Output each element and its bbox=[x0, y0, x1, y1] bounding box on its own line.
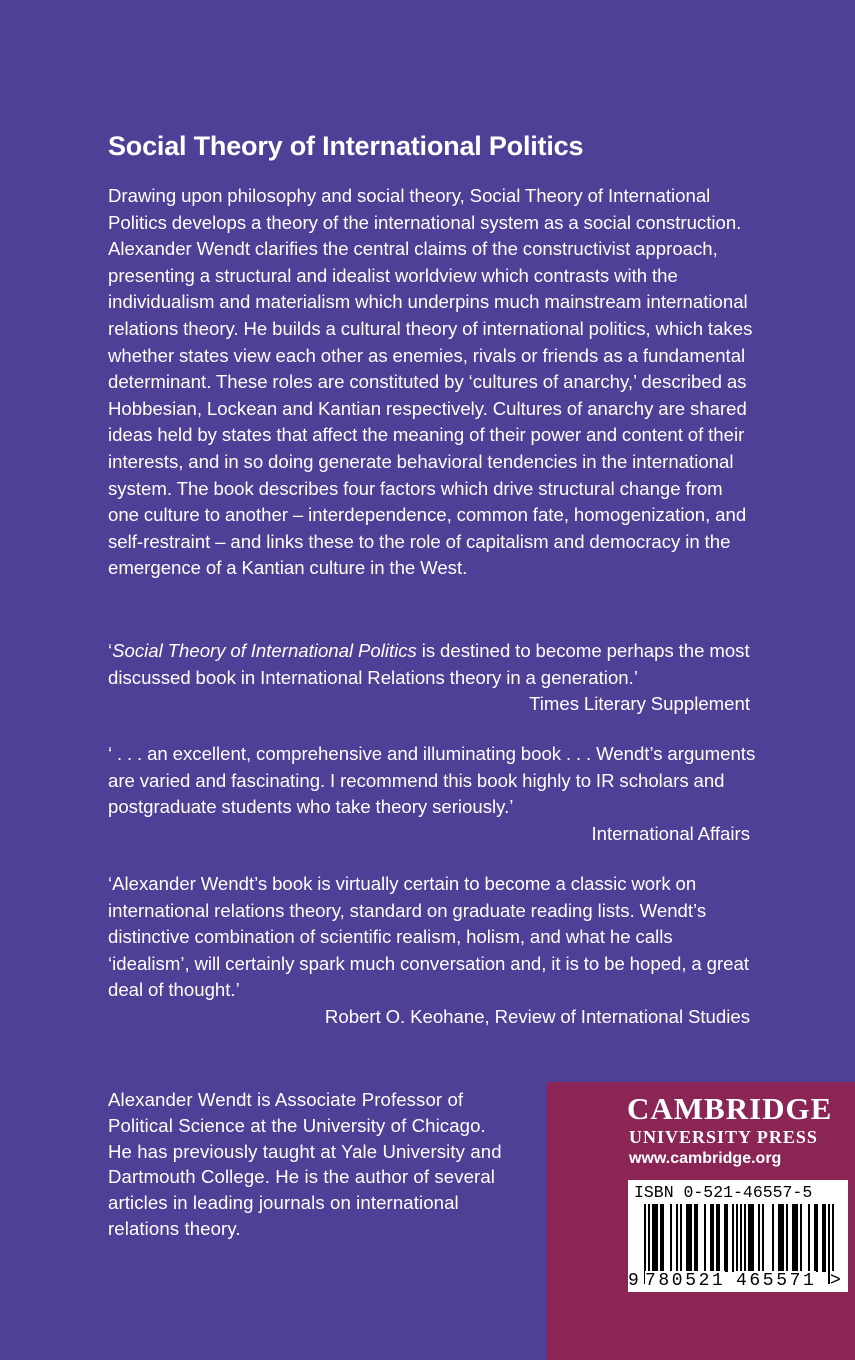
barcode-bar bbox=[656, 1204, 658, 1272]
barcode-bar bbox=[704, 1204, 706, 1272]
review-text: ‘ . . . an excellent, comprehensive and illuminating book . . . Wendt’s arguments are varied and fascinating. I recommend this book highly to IR scholars and postgraduate students who take theory seriously.’ bbox=[108, 743, 756, 818]
barcode-bar bbox=[690, 1204, 692, 1272]
review-quote bbox=[108, 871, 756, 1031]
barcode-bar bbox=[710, 1204, 712, 1272]
author-bio: Alexander Wendt is Associate Professor of Political Science at the University of Chicago. He has previously taught at Yale University and Dartmouth College. He is the author of several articles in leading journals on international relations theory. bbox=[108, 1089, 502, 1239]
barcode-bar bbox=[800, 1204, 802, 1272]
barcode-lead-digit: 9 bbox=[628, 1271, 642, 1291]
barcode-bar bbox=[808, 1204, 810, 1272]
barcode-bar bbox=[816, 1204, 818, 1272]
review-source: Times Literary Supplement bbox=[529, 693, 750, 715]
book-blurb: Drawing upon philosophy and social theory, Social Theory of International Politics develops a theory of the international system as a social construction. Alexander Wendt clarifies the central claims of the constructivist approach, presenting a structural and idealist worldview which contrasts with the individualism and materialism which underpins much mainstream international relations theory. He builds a cultural theory of international politics, which takes whether states view each other as enemies, rivals or friends as a fundamental determinant. These roles are constituted by ‘cultures of anarchy,’ described as Hobbesian, Lockean and Kantian respectively. Cultures of anarchy are shared ideas held by states that affect the meaning of their power and content of their interests, and in so doing generate behavioral tendencies in the international system. The book describes four factors which drive structural change from one culture to another – interdependence, common fate, homogenization, and self-restraint – and links these to the role of capitalism and democracy in the emergence of a Kantian culture in the West. bbox=[108, 185, 753, 579]
barcode-bar bbox=[772, 1204, 774, 1272]
barcode-bar bbox=[652, 1204, 654, 1272]
barcode-bar bbox=[786, 1204, 788, 1272]
barcode-end-mark: > bbox=[830, 1271, 844, 1291]
barcode-bar bbox=[794, 1204, 796, 1272]
review-quote bbox=[108, 741, 756, 847]
barcode-bar bbox=[694, 1204, 696, 1272]
barcode-bar bbox=[814, 1204, 816, 1272]
barcode-right-group: 465571 bbox=[736, 1271, 817, 1291]
publisher-panel bbox=[547, 1082, 855, 1360]
barcode-bar bbox=[782, 1204, 784, 1272]
barcode-bar bbox=[688, 1204, 690, 1272]
barcode-bar bbox=[750, 1204, 752, 1272]
barcode-digits bbox=[628, 1271, 848, 1293]
barcode-bar bbox=[796, 1204, 798, 1272]
review-source: Robert O. Keohane, Review of International Studies bbox=[324, 1005, 750, 1027]
barcode-bar bbox=[676, 1204, 678, 1272]
barcode-bar bbox=[680, 1204, 682, 1272]
review-quote bbox=[108, 638, 756, 718]
barcode-bar bbox=[712, 1204, 714, 1272]
barcode-left-group: 780521 bbox=[645, 1271, 726, 1291]
barcode-bar bbox=[792, 1204, 794, 1272]
barcode-bar bbox=[780, 1204, 782, 1272]
barcode-bar bbox=[670, 1204, 672, 1272]
barcode-bar bbox=[660, 1204, 662, 1272]
review-text: ‘Alexander Wendt’s book is virtually certain to become a classic work on international relations theory, standard on graduate reading lists. Wendt’s distinctive combination of scientific realism, holism, and what he calls ‘idealism’, will certainly spark much conversation and, it is to be hoped, a great deal of thought.’ bbox=[108, 873, 749, 1001]
barcode-bar bbox=[758, 1204, 760, 1272]
book-title: Social Theory of International Politics bbox=[108, 131, 584, 161]
barcode-box bbox=[628, 1180, 848, 1292]
review-source: International Affairs bbox=[591, 822, 750, 844]
barcode-bar bbox=[732, 1204, 734, 1272]
publisher-subname: UNIVERSITY PRESS bbox=[629, 1127, 818, 1147]
open-quote-mark: ‘ bbox=[108, 640, 113, 661]
barcode-bar bbox=[696, 1204, 698, 1272]
barcode-bar bbox=[724, 1204, 726, 1272]
review-text bbox=[108, 638, 756, 691]
barcode-bar bbox=[662, 1204, 664, 1272]
barcode-bar bbox=[716, 1204, 718, 1272]
barcode-bar bbox=[744, 1204, 746, 1272]
barcode-bar bbox=[654, 1204, 656, 1272]
review-book-title: Social Theory of International Politics bbox=[112, 640, 417, 661]
publisher-url[interactable]: www.cambridge.org bbox=[629, 1150, 782, 1167]
publisher-name: CAMBRIDGE bbox=[627, 1091, 833, 1126]
barcode-bar bbox=[822, 1204, 824, 1272]
barcode-bar bbox=[748, 1204, 750, 1272]
barcode-bar bbox=[762, 1204, 764, 1272]
isbn-label: ISBN 0-521-46557-5 bbox=[634, 1183, 813, 1202]
barcode-bar bbox=[752, 1204, 754, 1272]
review-body: is destined to become perhaps the most discussed book in International Relations theory in a generation.’ bbox=[108, 640, 750, 688]
barcode-bar bbox=[686, 1204, 688, 1272]
barcode-bar bbox=[778, 1204, 780, 1272]
barcode-bar bbox=[718, 1204, 720, 1272]
barcode-bar bbox=[726, 1204, 728, 1272]
barcode-bar bbox=[824, 1204, 826, 1272]
